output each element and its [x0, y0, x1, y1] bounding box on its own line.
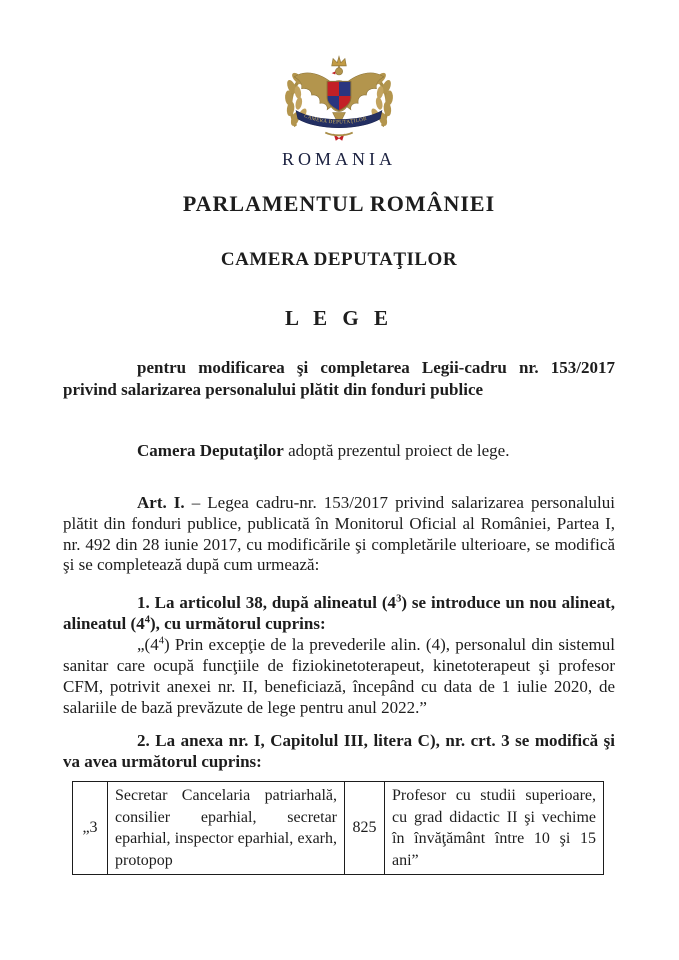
- point-1-superscript-3: 3: [396, 593, 402, 605]
- cell-crt-number: „3: [73, 782, 108, 875]
- quote-superscript-4: 4: [158, 635, 164, 647]
- point-1-heading: [63, 592, 615, 634]
- coat-of-arms-icon: [260, 54, 418, 149]
- adoption-rest: adoptă prezentul proiect de lege.: [283, 441, 510, 460]
- point-1-text-a: 1. La articolul 38, după alineatul (4: [137, 593, 397, 613]
- point-1-text-b: ) se introduce un nou alineat, alineatul (4: [63, 593, 616, 634]
- cell-base-salary: 825: [345, 782, 385, 875]
- adoption-paragraph: [63, 440, 615, 461]
- point-1-superscript-4: 4: [144, 614, 150, 626]
- emblem-block: [63, 54, 615, 169]
- adoption-lead: Camera Deputaţilor: [137, 441, 284, 460]
- country-label: ROMANIA: [281, 149, 396, 169]
- article-1-text: – Legea cadru-nr. 153/2017 privind salarizarea personalului plătit din fonduri publice, publicată în Monitorul Oficial al României, Partea I, nr. 492 din 28 iunie 2017, cu modificările şi completările ulterioare, se modifică şi se completează după cum urmează:: [63, 493, 615, 575]
- table-row: [73, 782, 604, 875]
- quote-text-b: ) Prin excepţie de la prevederile alin. (4), personalul din sistemul sanitar care ocupă funcţiile de fiziokinetoterapeut, kinetoterapeut şi profesor CFM, potrivit anexei nr. II, beneficiază, începând cu data de 1 iulie 2020, de salariile de bază prevăzute de lege pentru anul 2022.”: [63, 635, 615, 718]
- point-1-quote: [63, 634, 615, 718]
- article-1-lead: Art. I.: [137, 493, 185, 512]
- cell-function-titles: Secretar Cancelaria patriarhală, consilier eparhial, secretar eparhial, inspector eparhial, exarh, protopop: [108, 782, 345, 875]
- article-1-paragraph: [63, 493, 615, 576]
- salary-table: [72, 781, 604, 875]
- cell-equivalent-position: Profesor cu studii superioare, cu grad didactic II şi vechime în învăţământ între 10 şi 15 ani”: [385, 782, 604, 875]
- quote-text-a: „(4: [137, 635, 159, 655]
- point-2-heading: 2. La anexa nr. I, Capitolul III, litera C), nr. crt. 3 se modifică şi va avea următorul cuprins:: [63, 731, 615, 772]
- crown-icon: [332, 56, 347, 66]
- parliament-title: PARLAMENTUL ROMÂNIEI: [182, 191, 496, 216]
- banner-label: CAMERA DEPUTAŢILOR: [302, 113, 368, 126]
- chamber-title: CAMERA DEPUTAŢILOR: [220, 249, 458, 270]
- law-type-title: L E G E: [285, 306, 393, 330]
- law-title: pentru modificarea şi completarea Legii-cadru nr. 153/2017 privind salarizarea personalului plătit din fonduri publice: [63, 358, 615, 399]
- point-1-text-c: ), cu următorul cuprins:: [149, 614, 326, 634]
